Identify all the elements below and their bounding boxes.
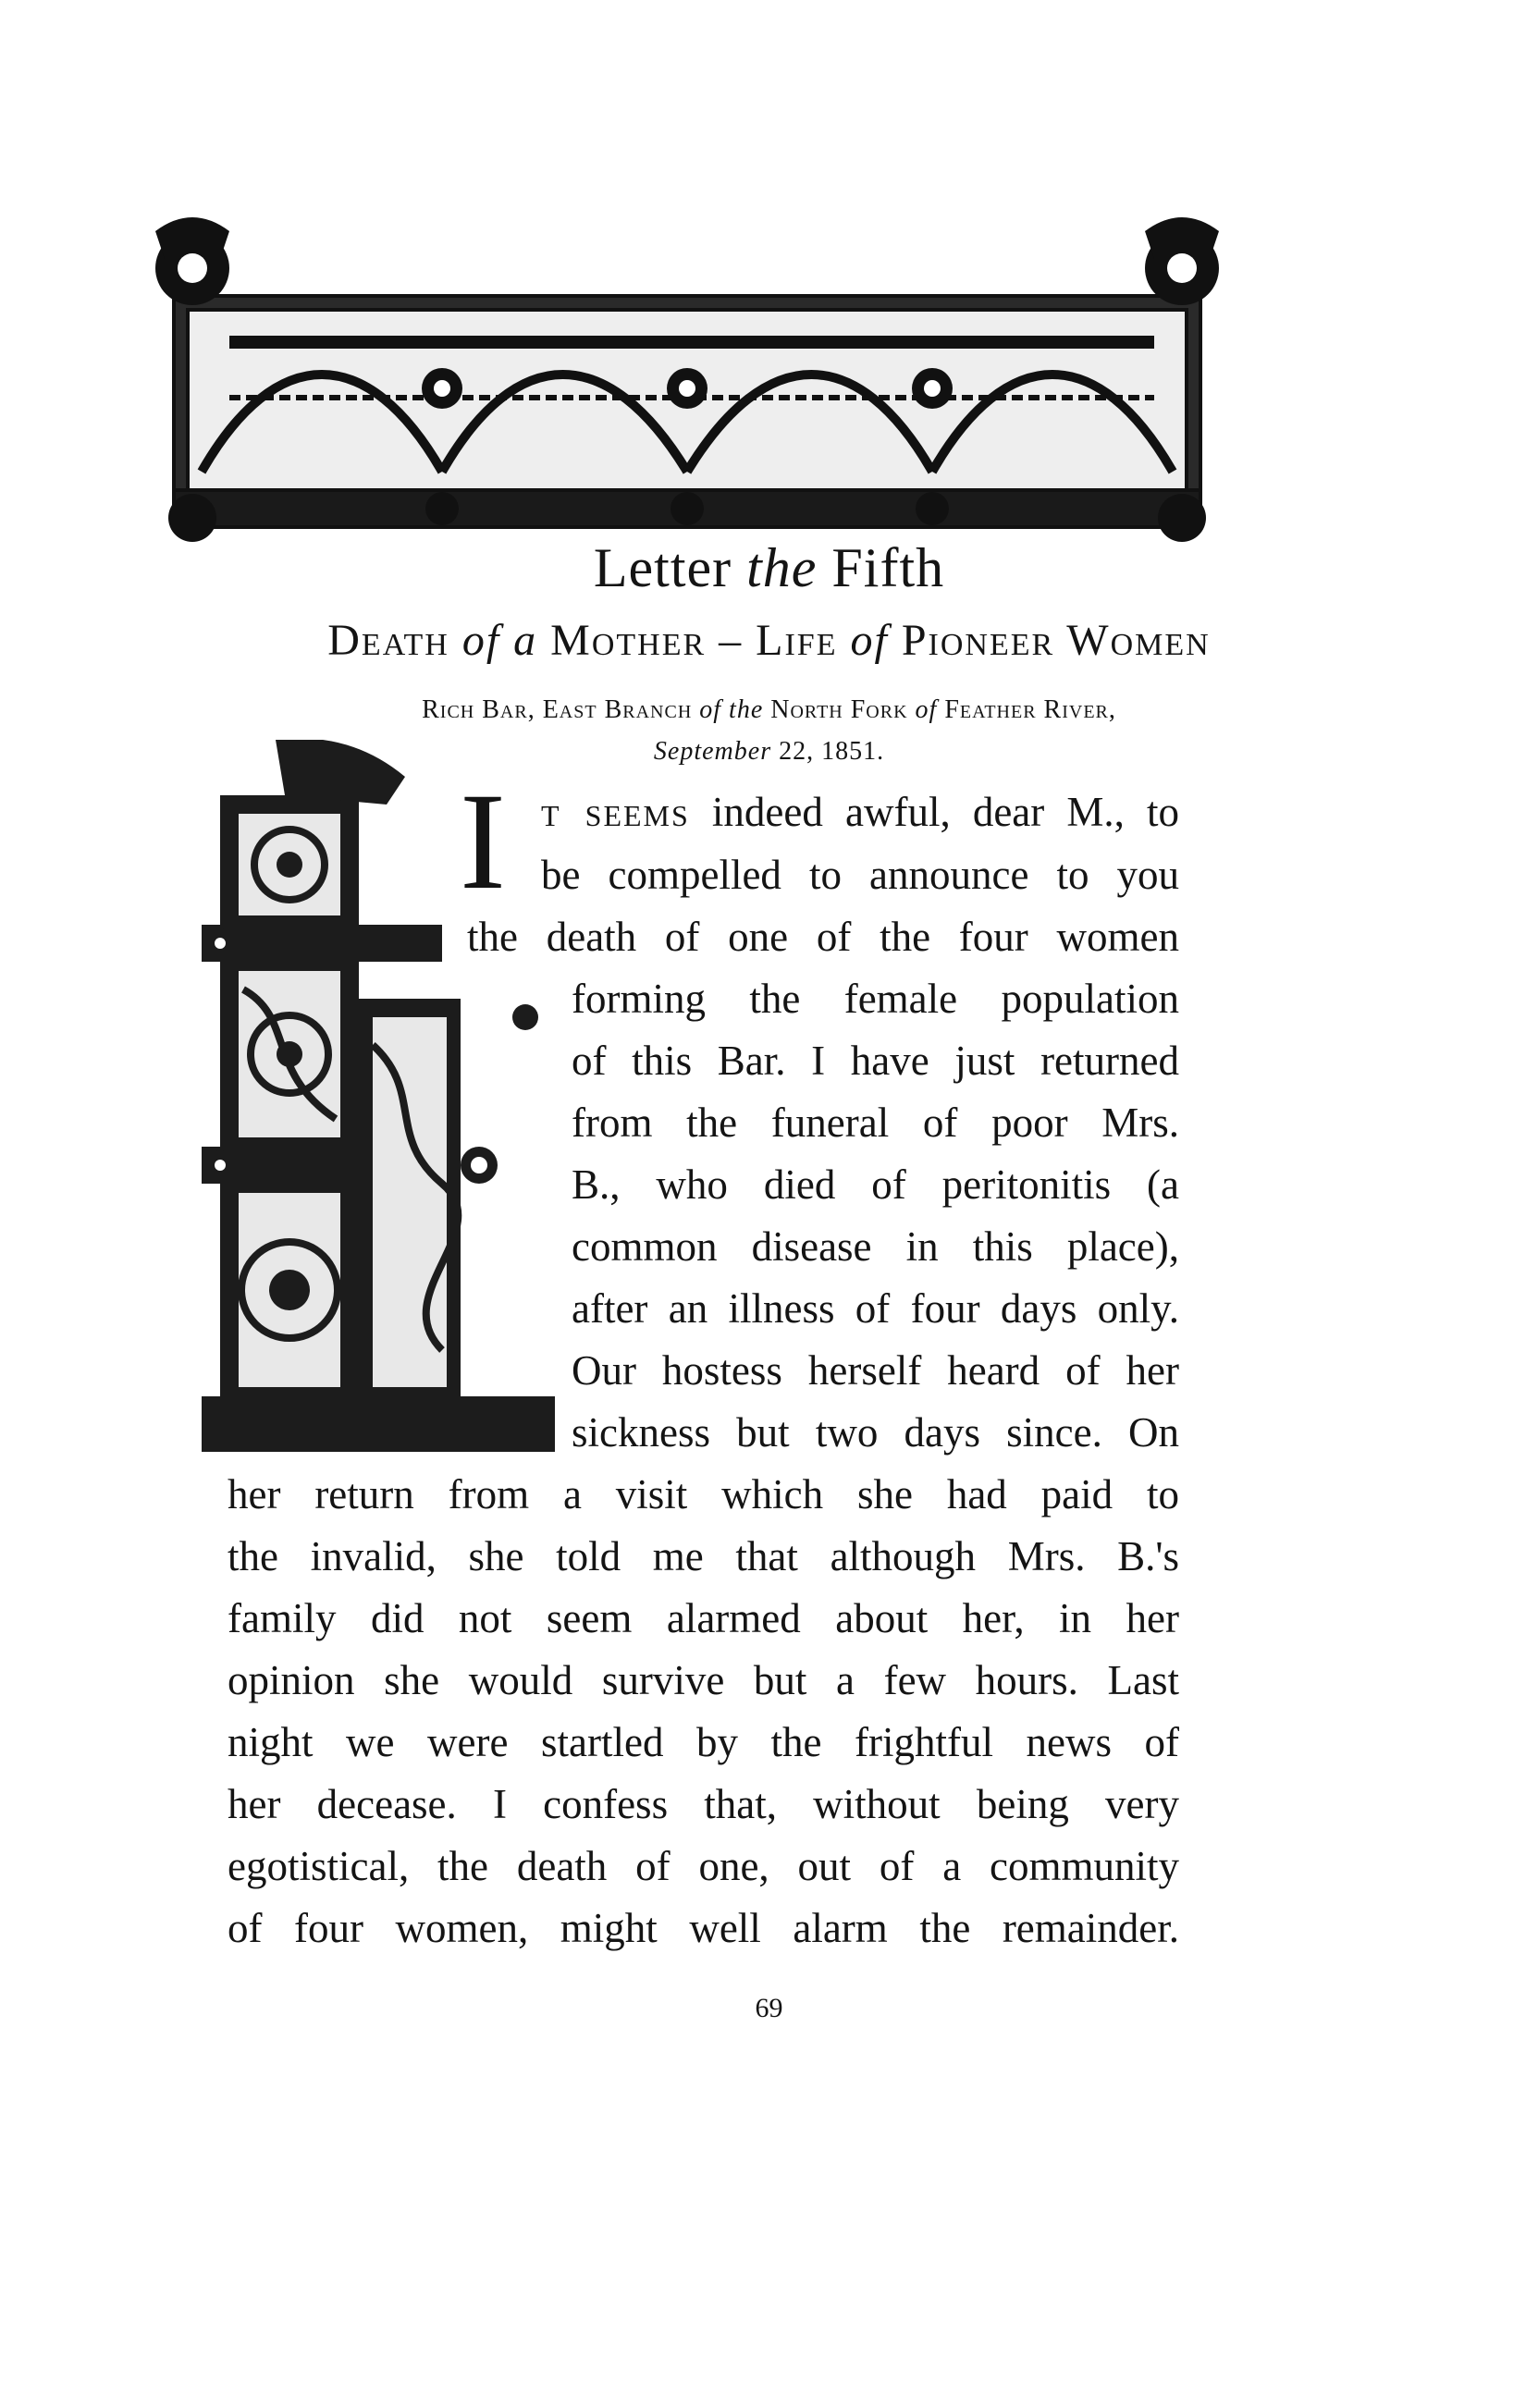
place-rich-bar: Rich Bar, East Branch <box>422 695 700 724</box>
drop-capital: I <box>460 765 506 918</box>
subtitle-of-a: of a <box>461 616 538 665</box>
text-line-16: night we were startled by the frightful news of <box>228 1719 1179 1765</box>
text-line-13: the invalid, she told me that although Mrs. B.'s <box>228 1533 1179 1579</box>
text-line-10: Our hostess herself heard of her <box>572 1347 1179 1394</box>
text-line-14: family did not seem alarmed about her, in her <box>228 1595 1179 1641</box>
text-line-11: sickness but two days since. On <box>572 1409 1179 1456</box>
lead-small-caps: t seems <box>541 789 690 835</box>
place-feather-river: Feather River, <box>937 695 1116 724</box>
text-line-19: of four women, might well alarm the remainder. <box>228 1905 1179 1951</box>
place-north-fork: North Fork <box>763 695 916 724</box>
date-month: September <box>653 737 772 766</box>
text-line-8: common disease in this place), <box>572 1223 1179 1270</box>
subtitle-of: of <box>850 616 889 665</box>
text-line-4: forming the female population <box>572 976 1179 1022</box>
ornamental-headpiece <box>137 213 1237 546</box>
place-of: of <box>915 695 938 724</box>
text-line-18: egotistical, the death of one, out of a community <box>228 1843 1179 1889</box>
page-number: 69 <box>755 1993 783 2023</box>
subtitle-mother-life: Mother – Life <box>537 616 851 665</box>
place-of-the: of the <box>699 695 764 724</box>
letter-subtitle <box>0 615 1538 666</box>
text-line-15: opinion she would survive but a few hours. Last <box>228 1657 1179 1703</box>
letter-title-the: the <box>746 537 818 598</box>
text-line-12: her return from a visit which she had paid to <box>228 1471 1179 1517</box>
text-line-5: of this Bar. I have just returned <box>572 1038 1179 1084</box>
line-1-rest: indeed awful, dear M., to <box>689 789 1180 835</box>
text-line-9: after an illness of four days only. <box>572 1285 1179 1332</box>
letter-place <box>0 695 1538 725</box>
subtitle-death: Death <box>327 616 462 665</box>
text-line-1 <box>541 786 1179 838</box>
subtitle-pioneer-women: Pioneer Women <box>888 616 1211 665</box>
letter-title-prefix: Letter <box>593 537 747 598</box>
letter-title <box>0 536 1538 600</box>
text-line-6: from the funeral of poor Mrs. <box>572 1100 1179 1146</box>
text-line-2: be compelled to announce to you <box>541 852 1179 898</box>
text-line-3: the death of one of the four women <box>467 914 1179 960</box>
letter-title-suffix: Fifth <box>817 537 945 598</box>
text-line-7: B., who died of peritonitis (a <box>572 1161 1179 1208</box>
text-line-17: her decease. I confess that, without being very <box>228 1781 1179 1827</box>
date-rest: 22, 1851. <box>771 737 885 766</box>
